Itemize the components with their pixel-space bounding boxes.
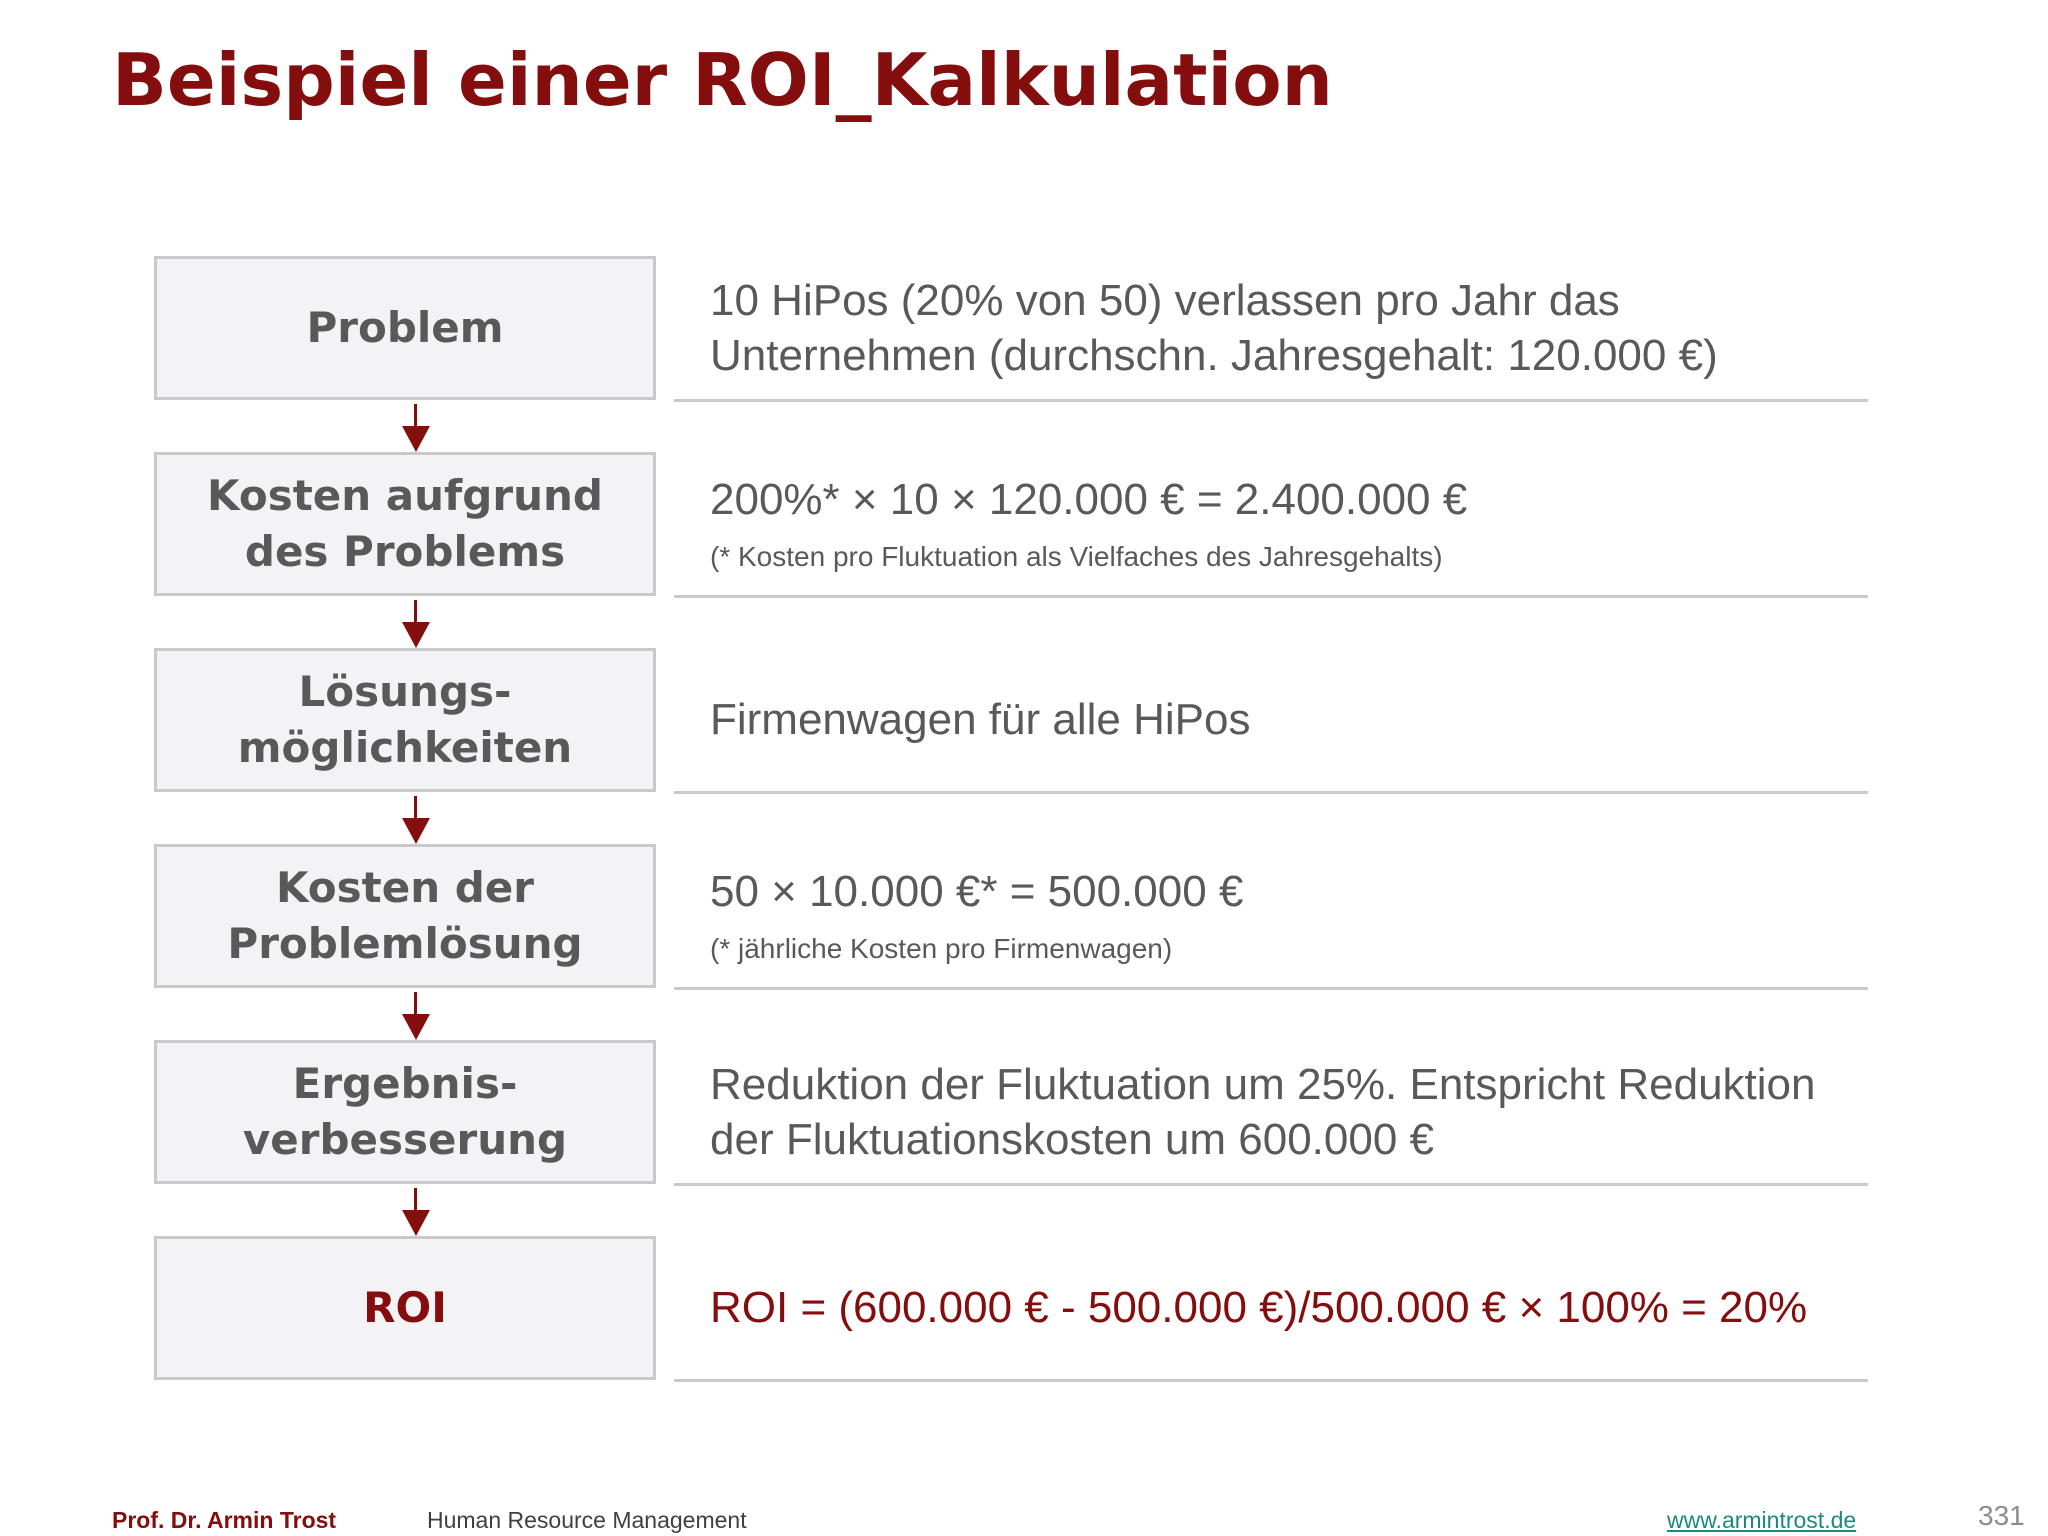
down-arrow-icon bbox=[402, 796, 428, 844]
step-text: 10 HiPos (20% von 50) verlassen pro Jahr das Unternehmen (durchschn. Jahresgehalt: 120.000 €) bbox=[710, 275, 1718, 380]
step-label: Lösungs- möglichkeiten bbox=[237, 667, 573, 772]
step-text: 200%* × 10 × 120.000 € = 2.400.000 € bbox=[710, 475, 1468, 524]
step-text: ROI = (600.000 € - 500.000 €)/500.000 € × 100% = 20% bbox=[710, 1283, 1808, 1332]
step-box-costs-problem bbox=[154, 452, 656, 596]
step-label: Kosten der Problemlösung bbox=[227, 863, 583, 968]
down-arrow-icon bbox=[402, 404, 428, 452]
step-note: (* jährliche Kosten pro Firmenwagen) bbox=[710, 933, 1173, 964]
footer-author: Prof. Dr. Armin Trost bbox=[112, 1507, 337, 1533]
step-text: 50 × 10.000 €* = 500.000 € bbox=[710, 867, 1244, 916]
step-description-costs-problem bbox=[674, 452, 1868, 598]
down-arrow-icon bbox=[402, 1188, 428, 1236]
step-label: Problem bbox=[306, 303, 504, 352]
footer-website-link[interactable]: www.armintrost.de bbox=[1667, 1507, 1857, 1533]
step-label: ROI bbox=[363, 1283, 447, 1332]
step-description-solutions bbox=[674, 648, 1868, 794]
page-number: 331 bbox=[1978, 1500, 2025, 1531]
step-box-improvement bbox=[154, 1040, 656, 1184]
down-arrow-icon bbox=[402, 600, 428, 648]
step-description-solution-costs bbox=[674, 844, 1868, 990]
step-box-roi bbox=[154, 1236, 656, 1380]
step-box-solutions bbox=[154, 648, 656, 792]
step-text: Reduktion der Fluktuation um 25%. Entspricht Reduktion der Fluktuationskosten um 600.000 € bbox=[710, 1059, 1816, 1164]
step-box-solution-costs bbox=[154, 844, 656, 988]
step-label: Kosten aufgrund des Problems bbox=[207, 471, 603, 576]
step-note: (* Kosten pro Fluktuation als Vielfaches des Jahresgehalts) bbox=[710, 541, 1443, 572]
step-description-improvement bbox=[674, 1040, 1868, 1186]
step-description-roi bbox=[674, 1236, 1868, 1382]
slide-title: Beispiel einer ROI_Kalkulation bbox=[112, 38, 1333, 122]
step-description-problem bbox=[674, 256, 1868, 402]
footer-course: Human Resource Management bbox=[427, 1507, 747, 1533]
down-arrow-icon bbox=[402, 992, 428, 1040]
step-text: Firmenwagen für alle HiPos bbox=[710, 695, 1251, 744]
step-label: Ergebnis- verbesserung bbox=[242, 1059, 568, 1164]
step-box-problem bbox=[154, 256, 656, 400]
